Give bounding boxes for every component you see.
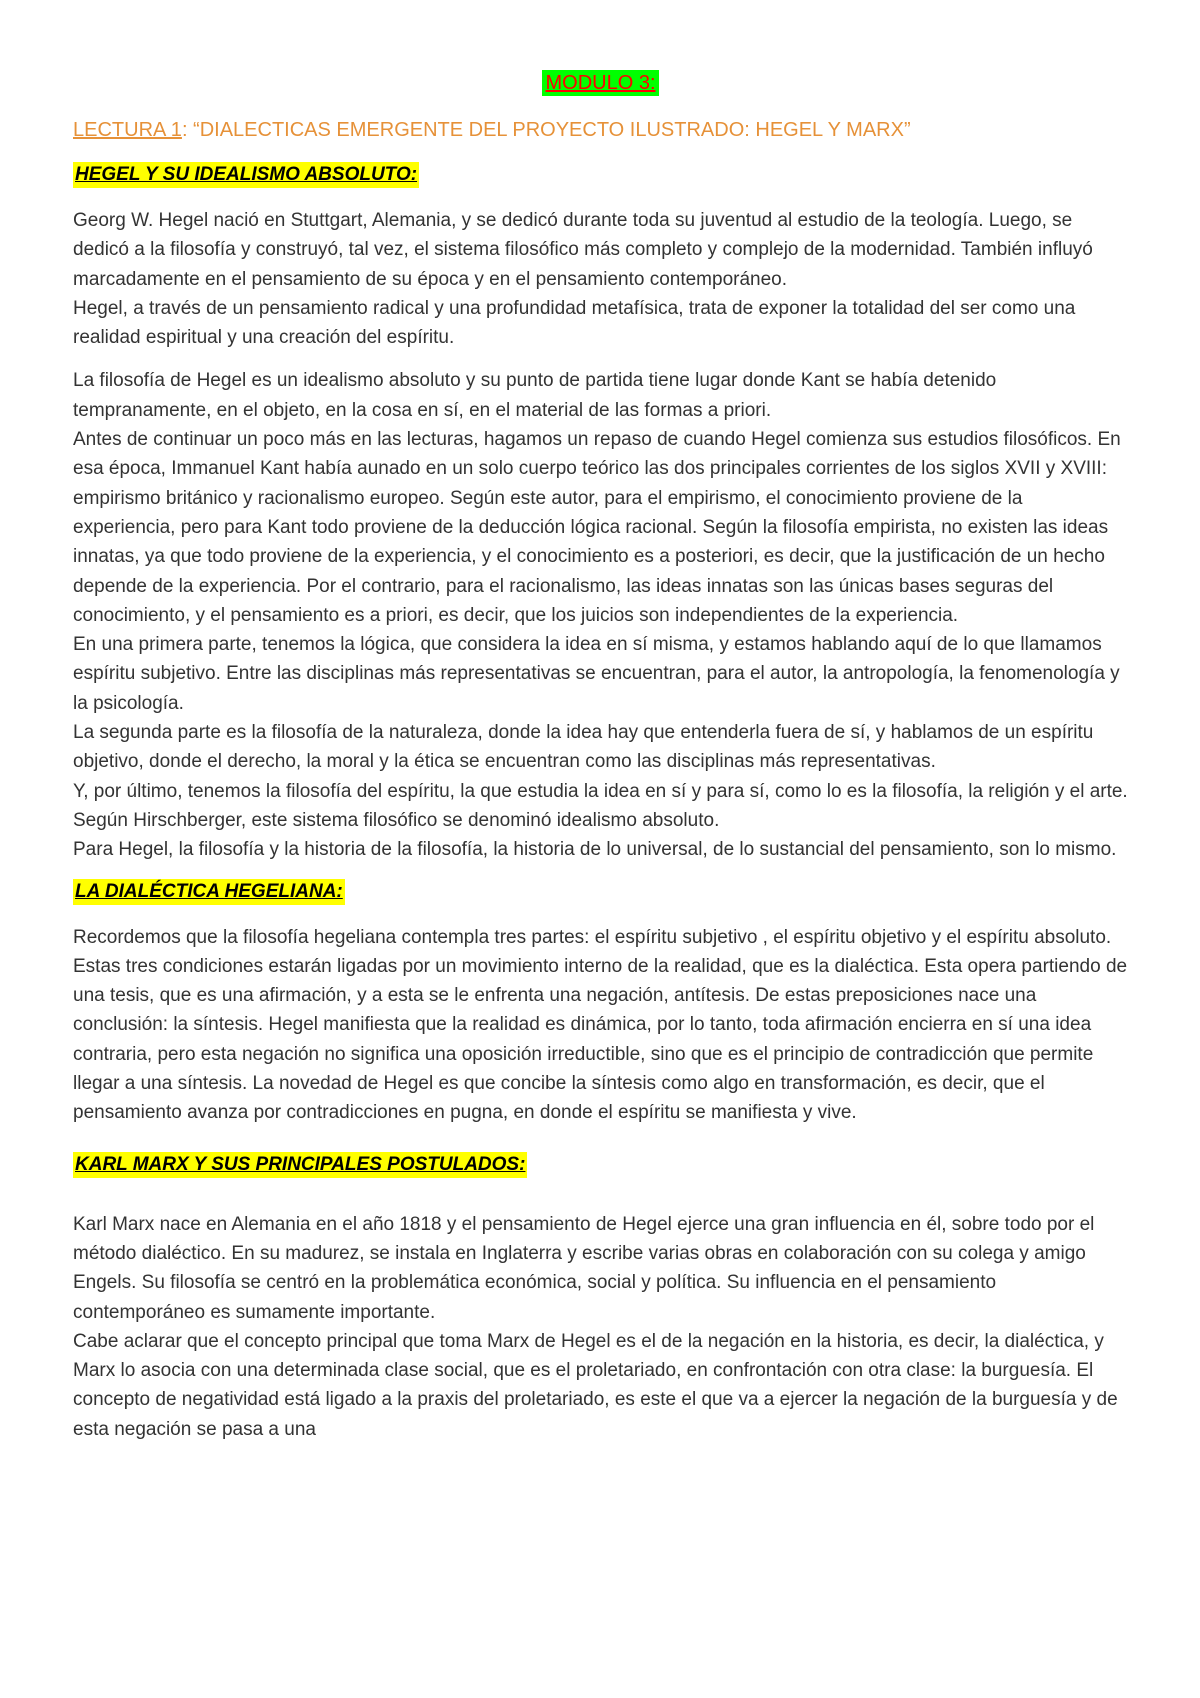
paragraph: La segunda parte es la filosofía de la naturaleza, donde la idea hay que entenderla fuera de sí, y hablamos de un espíritu objetivo, donde el derecho, la moral y la ética se encuentran como las disciplinas más representativas. — [73, 722, 1094, 773]
lectura-label: LECTURA 1 — [73, 119, 182, 141]
paragraph: En una primera parte, tenemos la lógica, que considera la idea en sí misma, y estamos hablando aquí de lo que llamamos espíritu subjetivo. Entre las disciplinas más representativas se encuentran, para el autor, la antropología, la fenomenología y la psicología. — [73, 634, 1120, 714]
paragraph: Hegel, a través de un pensamiento radical y una profundidad metafísica, trata de exponer la totalidad del ser como una realidad espiritual y una creación del espíritu. — [73, 297, 1076, 349]
section-heading-wrap — [73, 879, 1128, 905]
section-heading-wrap — [73, 1152, 1128, 1178]
lectura-text: : “DIALECTICAS EMERGENTE DEL PROYECTO ILUSTRADO: HEGEL Y MARX” — [181, 119, 911, 141]
paragraph: Georg W. Hegel nació en Stuttgart, Alemania, y se dedicó durante toda su juventud al estudio de la teología. Luego, se dedicó a la filosofía y construyó, tal vez, el sistema filosófico más completo y complejo de la modernidad. También influyó marcadamente en el pensamiento de su época y en el pensamiento contemporáneo. — [73, 210, 1093, 290]
paragraph: Recordemos que la filosofía hegeliana contempla tres partes: el espíritu subjetivo , el espíritu objetivo y el espíritu absoluto. Estas tres condiciones estarán ligadas por un movimiento interno de la realidad, que es la dialéctica. Esta opera partiendo de una tesis, que es una afirmación, y a esta se le enfrenta una negación, antítesis. De estas preposiciones nace una conclusión: la síntesis. Hegel manifiesta que la realidad es dinámica, por lo tanto, toda afirmación encierra en sí una idea contraria, pero esta negación no significa una oposición irreductible, sino que es el principio de contradicción que permite llegar a una síntesis. La novedad de Hegel es que concibe la síntesis como algo en transformación, es decir, que el pensamiento avanza por contradicciones en pugna, en donde el espíritu se manifiesta y vive. — [73, 926, 1128, 1124]
section-heading-hegel: HEGEL Y SU IDEALISMO ABSOLUTO: — [73, 162, 419, 188]
paragraph: Antes de continuar un poco más en las lecturas, hagamos un repaso de cuando Hegel comienza sus estudios filosóficos. En esa época, Immanuel Kant había aunado en un solo cuerpo teórico las dos principales corrientes de los siglos XVII y XVIII: empirismo británico y racionalismo europeo. Según este autor, para el empirismo, el conocimiento proviene de la experiencia, pero para Kant todo proviene de la deducción lógica racional. Según la filosofía empirista, no existen las ideas innatas, ya que todo proviene de la experiencia, y el conocimiento es a posteriori, es decir, que la justificación de un hecho depende de la experiencia. Por el contrario, para el racionalismo, las ideas innatas son las únicas bases seguras del conocimiento, y el pensamiento es a priori, es decir, que los juicios son independientes de la experiencia. — [73, 429, 1121, 626]
paragraph: Karl Marx nace en Alemania en el año 1818 y el pensamiento de Hegel ejerce una gran influencia en él, sobre todo por el método dialéctico. En su madurez, se instala en Inglaterra y escribe varias obras en colaboración con su colega y amigo Engels. Su filosofía se centró en la problemática económica, social y política. Su influencia en el pensamiento contemporáneo es sumamente importante. — [73, 1213, 1095, 1323]
lectura-title — [73, 118, 1128, 142]
paragraph: La filosofía de Hegel es un idealismo absoluto y su punto de partida tiene lugar donde Kant se había detenido tempranamente, en el objeto, en la cosa en sí, en el material de las formas a priori. — [73, 370, 997, 421]
module-title: MODULO 3: — [542, 70, 658, 96]
section-heading-marx: KARL MARX Y SUS PRINCIPALES POSTULADOS: — [73, 1152, 527, 1178]
paragraph: Y, por último, tenemos la filosofía del espíritu, la que estudia la idea en sí y para sí, como lo es la filosofía, la religión y el arte. Según Hirschberger, este sistema filosófico se denominó idealismo absoluto. — [73, 780, 1128, 831]
module-heading-wrap — [73, 70, 1128, 96]
paragraph: Cabe aclarar que el concepto principal que toma Marx de Hegel es el de la negación en la historia, es decir, la dialéctica, y Marx lo asocia con una determinada clase social, que es el proletariado, en confrontación con otra clase: la burguesía. El concepto de negatividad está ligado a la praxis del proletariado, es este el que va a ejercer la negación de la burguesía y de esta negación se pasa a una — [73, 1330, 1118, 1440]
section-heading-wrap — [73, 162, 1128, 188]
paragraph: Para Hegel, la filosofía y la historia de la filosofía, la historia de lo universal, de lo sustancial del pensamiento, son lo mismo. — [73, 839, 1117, 861]
section-heading-dialectica: LA DIALÉCTICA HEGELIANA: — [73, 879, 345, 905]
